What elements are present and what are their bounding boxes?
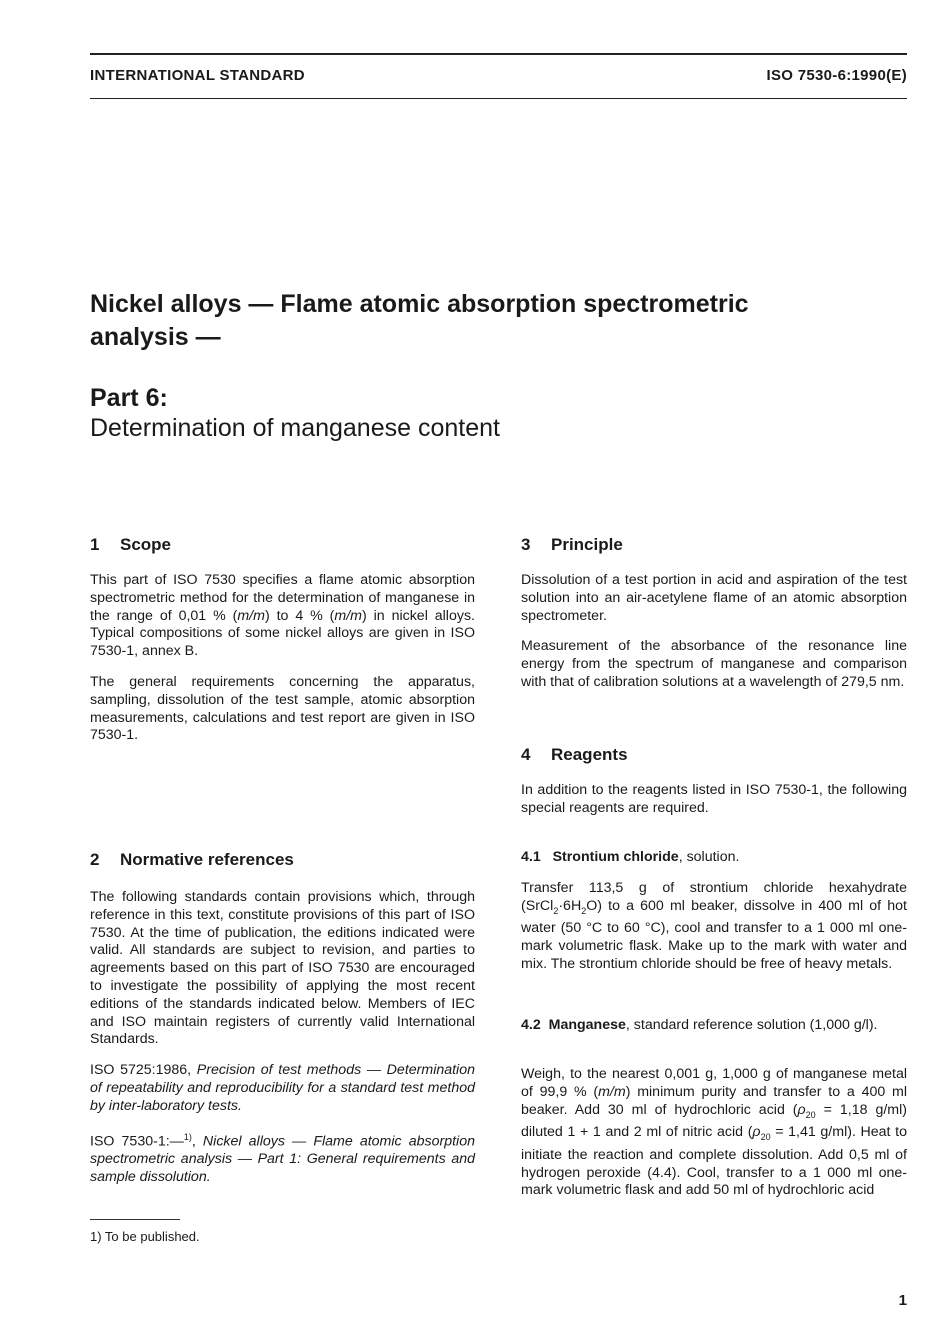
- section-number: 2: [90, 850, 100, 869]
- title-line-1: Nickel alloys — Flame atomic absorption spectrometric: [90, 290, 749, 318]
- normative-body: [90, 889, 475, 1187]
- reference-iso-5725: ISO 5725:1986, Precision of test methods — Determination of repeatability and reproducibility for a standard test method by inter-laboratory tests.: [90, 1062, 475, 1114]
- page-number: 1: [898, 1292, 907, 1309]
- section-title: Scope: [120, 535, 172, 554]
- section-heading-principle: [521, 535, 623, 555]
- subsection-heading-4-2: 4.2 Manganese, standard reference solution (1,000 g/l).: [521, 1017, 878, 1033]
- section-title: Reagents: [551, 745, 628, 764]
- reference-iso-7530-1: ISO 7530-1:—$^{1)}$, Nickel alloys — Flame atomic absorption spectrometric analysis — Part 1: General requirements and sample dissolution.: [90, 1131, 475, 1185]
- manganese-body: Weigh, to the nearest 0,001 g, 1,000 g of manganese metal of 99,9 % (m/m) minimum purity and transfer to a 400 ml beaker. Add 30 ml of hydrochloric acid ($\rho_{20} = 1,18$ g/ml) diluted 1 + 1 and 2 ml of nitric acid ($\rho_{20} = 1,41$ g/ml). Heat to initiate the reaction and complete dissolution. Add 0,5 ml of hydrogen peroxide (4.4). Cool, transfer to a 1 000 ml one-mark volumetric flask and add 50 ml of hydrochloric acid: [521, 1066, 907, 1199]
- section-number: 3: [521, 535, 531, 554]
- footnote-rule: [90, 1219, 180, 1220]
- scope-paragraph-1: This part of ISO 7530 specifies a flame atomic absorption spectrometric method for the determination of manganese in the range of 0,01 % (m/m) to 4 % (m/m) in nickel alloys. Typical compositions of some nickel alloys are given in ISO 7530-1, annex B.: [90, 572, 475, 660]
- section-heading-normative-references: [90, 850, 294, 870]
- header-rule-top: [90, 53, 907, 55]
- title-line-2: analysis —: [90, 323, 221, 351]
- section-number: 1: [90, 535, 100, 554]
- footnote: 1) To be published.: [90, 1229, 200, 1244]
- subsection-heading-4-1: 4.1 Strontium chloride, solution.: [521, 849, 740, 865]
- normative-paragraph-1: The following standards contain provisions which, through reference in this text, constitute provisions of this part of ISO 7530. At the time of publication, the editions indicated were valid. All standards are subject to revision, and parties to agreements based on this part of ISO 7530 are encouraged to investigate the possibility of applying the most recent editions of the standards indicated below. Members of IEC and ISO maintain registers of currently valid International Standards.: [90, 889, 475, 1048]
- document-title: [90, 288, 890, 354]
- document-subtitle: Determination of manganese content: [90, 414, 500, 442]
- section-number: 4: [521, 745, 531, 764]
- header-left: INTERNATIONAL STANDARD: [90, 67, 305, 84]
- section-title: Normative references: [120, 850, 294, 869]
- section-heading-scope: [90, 535, 171, 555]
- scope-paragraph-2: The general requirements concerning the apparatus, sampling, dissolution of the test sample, atomic absorption measurements, calculations and test report are given in ISO 7530-1.: [90, 673, 475, 744]
- header-rule-bottom: [90, 98, 907, 99]
- principle-body: [521, 572, 907, 692]
- scope-body: [90, 572, 475, 745]
- section-title: Principle: [551, 535, 623, 554]
- part-label: Part 6:: [90, 384, 168, 412]
- header-right: ISO 7530-6:1990(E): [766, 67, 907, 84]
- principle-paragraph-1: Dissolution of a test portion in acid and aspiration of the test solution into an air-acetylene flame of an atomic absorption spectrometer.: [521, 572, 907, 624]
- strontium-chloride-body: Transfer 113,5 g of strontium chloride hexahydrate $(SrCl_2\cdot 6H_2O)$ to a 600 ml beaker, dissolve in 400 ml of hot water (50 °C to 60 °C), cool and transfer to a 1 000 ml one-mark volumetric flask. Make up to the mark with water and mix. The strontium chloride should be free of heavy metals.: [521, 880, 907, 973]
- section-heading-reagents: [521, 745, 628, 765]
- reagents-intro: In addition to the reagents listed in ISO 7530-1, the following special reagents are required.: [521, 782, 907, 816]
- principle-paragraph-2: Measurement of the absorbance of the resonance line energy from the spectrum of manganese and comparison with that of calibration solutions at a wavelength of 279,5 nm.: [521, 638, 907, 690]
